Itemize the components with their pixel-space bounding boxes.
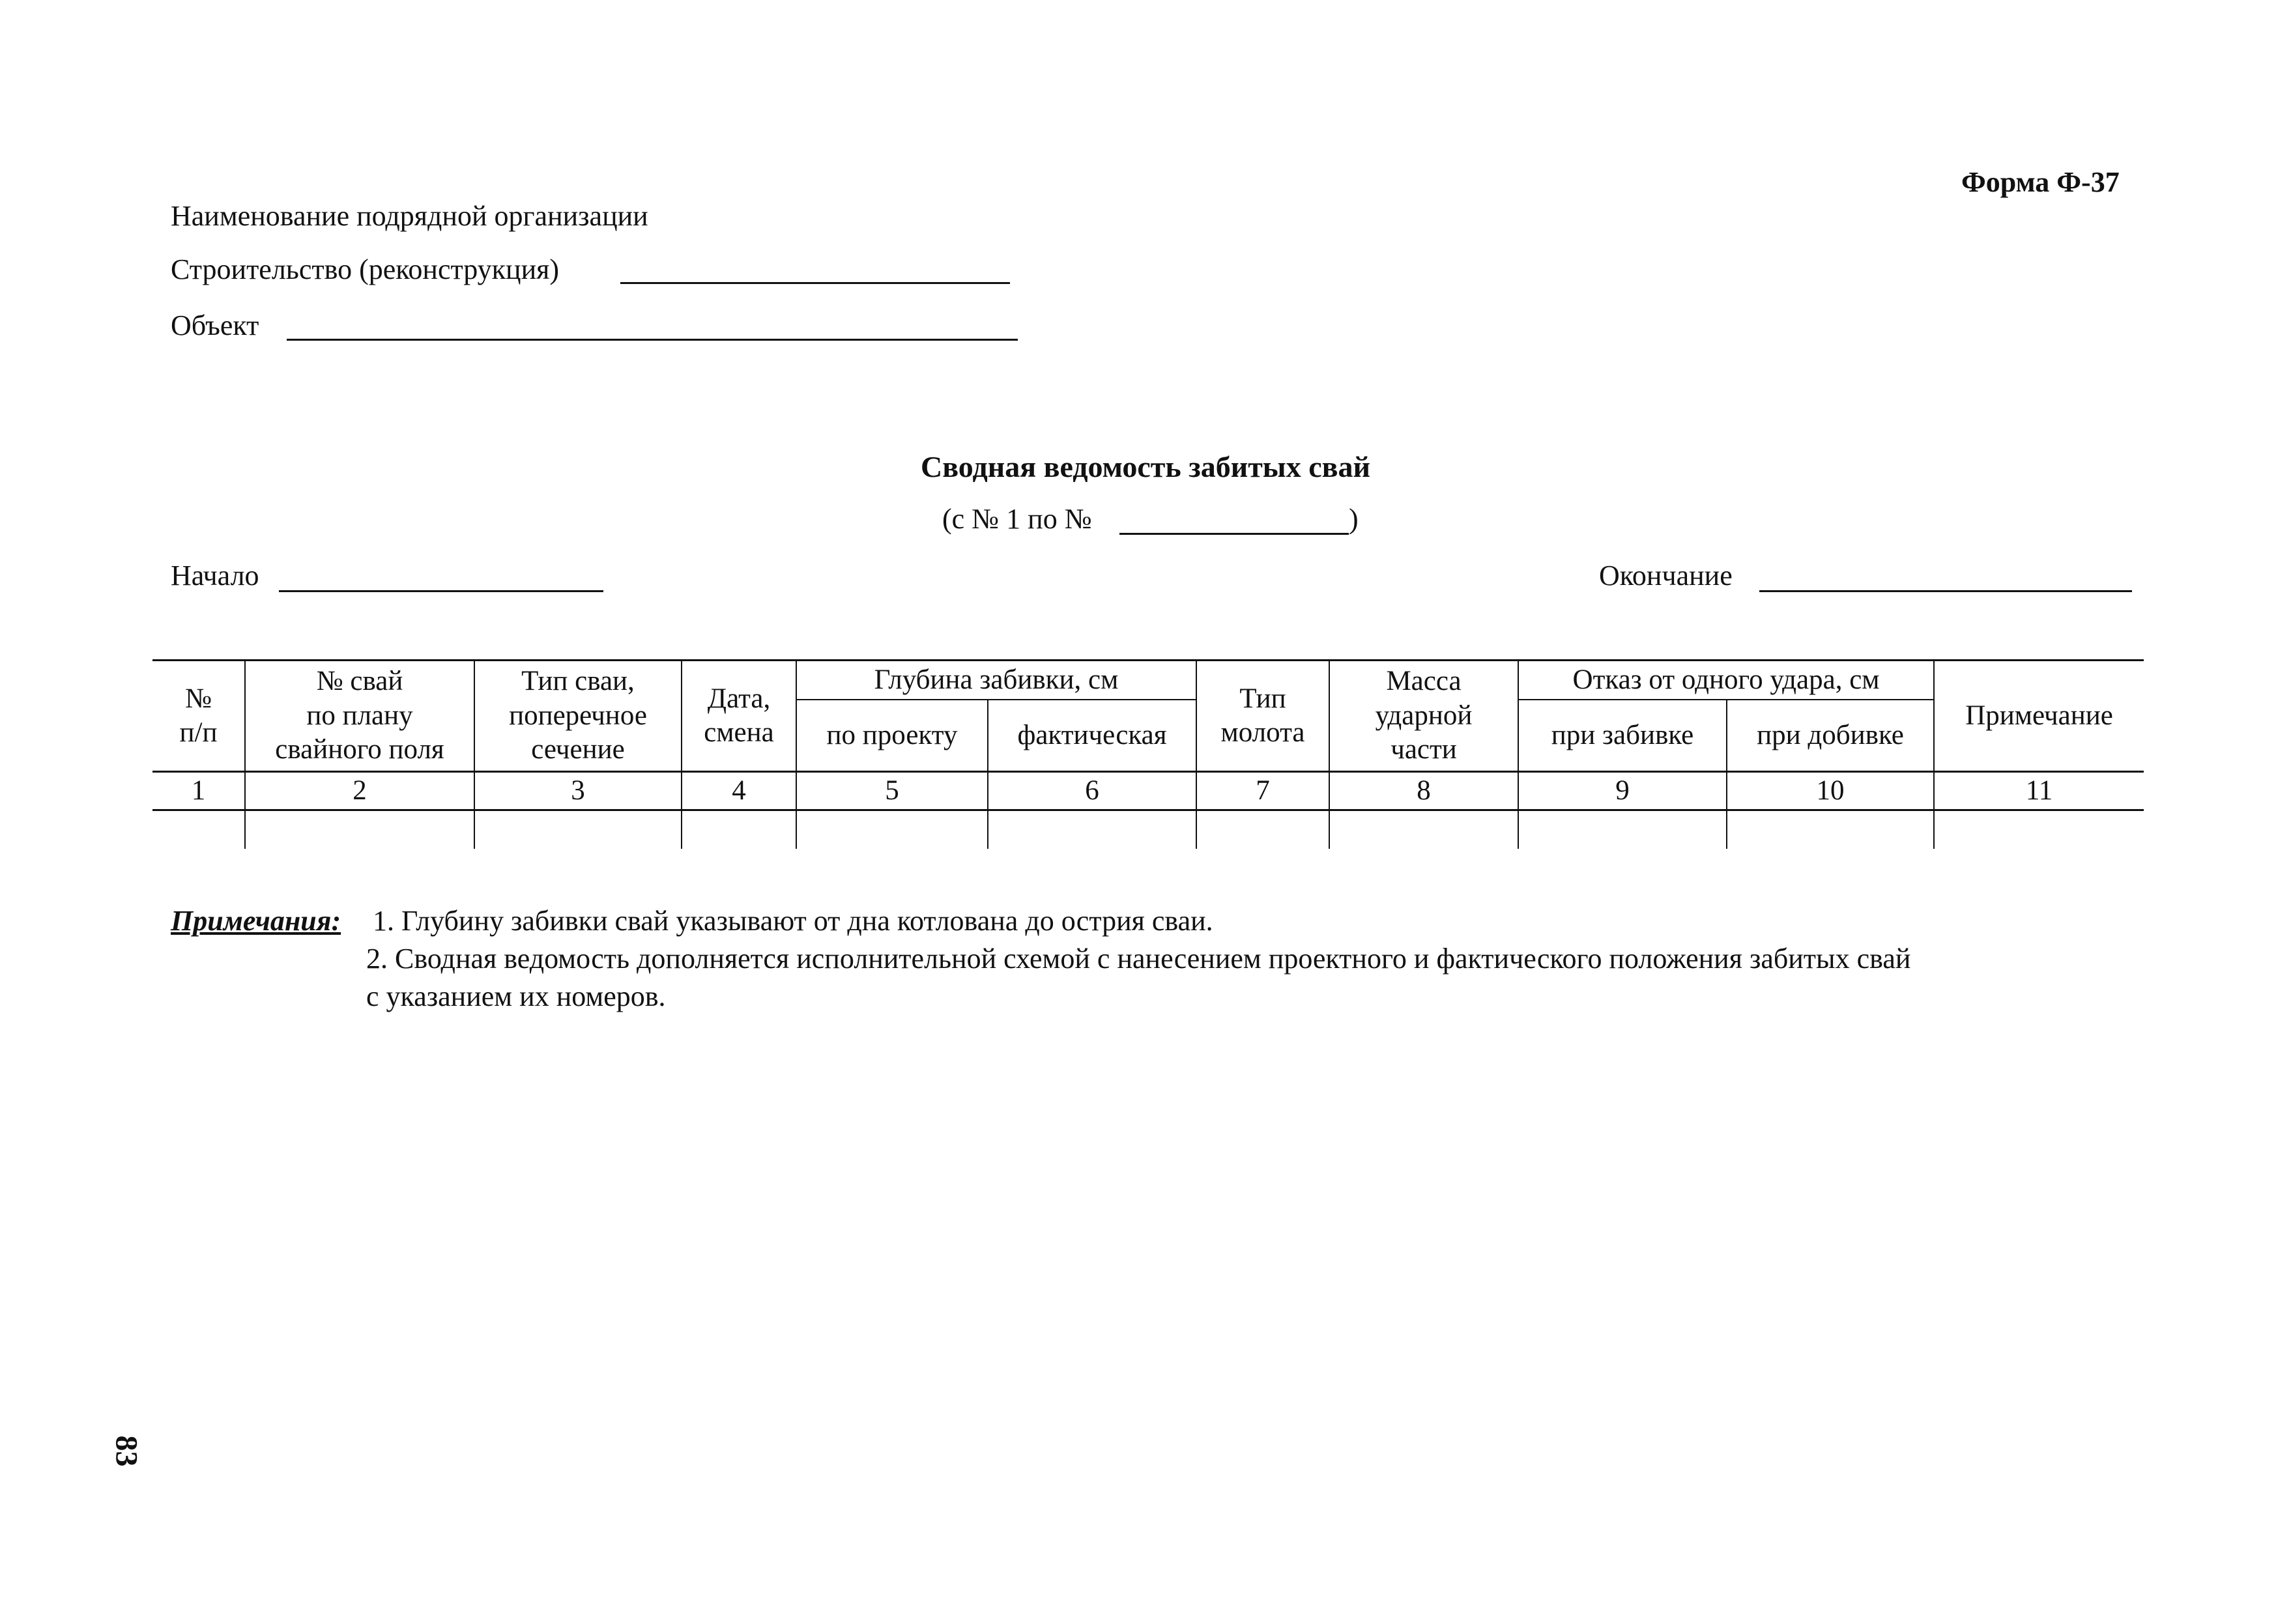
- column-number-cell: 3: [474, 772, 682, 810]
- end-label: Окончание: [1599, 560, 1733, 591]
- end-fill-line[interactable]: [1759, 590, 2132, 592]
- column-number-cell: 9: [1518, 772, 1727, 810]
- header-row-number-line-2: п/п: [179, 717, 218, 748]
- header-date-shift: [682, 661, 796, 772]
- piles-table: [152, 659, 2144, 849]
- header-hammer-type-line-1: Тип: [1239, 683, 1286, 714]
- header-ram-mass: [1329, 661, 1518, 772]
- header-pile-type-line-1: Тип сваи,: [521, 666, 635, 697]
- document-title: Сводная ведомость забитых свай: [921, 450, 1370, 483]
- header-ram-mass-line-1: Масса: [1386, 666, 1462, 697]
- header-pile-number-line-1: № свай: [316, 666, 403, 697]
- empty-table-cell[interactable]: [474, 810, 682, 849]
- header-pile-type: [474, 661, 682, 772]
- range-suffix: ): [1349, 503, 1359, 535]
- header-depth-actual: фактическая: [988, 700, 1196, 772]
- empty-table-cell[interactable]: [1196, 810, 1329, 849]
- empty-table-cell[interactable]: [796, 810, 988, 849]
- header-row-number: [152, 661, 245, 772]
- header-remark: Примечание: [1934, 661, 2144, 772]
- notes-label: Примечания:: [171, 905, 341, 937]
- empty-table-cell[interactable]: [1934, 810, 2144, 849]
- header-ram-mass-line-2: ударной: [1375, 700, 1473, 731]
- column-number-cell: 1: [152, 772, 245, 810]
- empty-table-cell[interactable]: [245, 810, 474, 849]
- organization-label: Наименование подрядной организации: [171, 200, 648, 232]
- header-refusal-redriving: при добивке: [1727, 700, 1934, 772]
- note-item-1: 1. Глубину забивки свай указывают от дна котлована до острия сваи.: [373, 905, 1213, 937]
- header-refusal-driving: при забивке: [1518, 700, 1727, 772]
- header-hammer-type-line-2: молота: [1220, 717, 1305, 748]
- object-fill-line[interactable]: [287, 339, 1018, 341]
- page-number: 83: [109, 1435, 144, 1467]
- empty-table-cell[interactable]: [152, 810, 245, 849]
- header-pile-type-line-3: сечение: [531, 734, 625, 765]
- form-code: Форма Ф-37: [1961, 166, 2120, 198]
- header-depth-group: Глубина забивки, см: [796, 661, 1196, 700]
- header-date-shift-line-1: Дата,: [707, 683, 771, 714]
- column-number-cell: 4: [682, 772, 796, 810]
- column-number-cell: 11: [1934, 772, 2144, 810]
- header-date-shift-line-2: смена: [704, 717, 774, 748]
- empty-table-cell[interactable]: [1329, 810, 1518, 849]
- empty-table-cell[interactable]: [682, 810, 796, 849]
- header-refusal-group: Отказ от одного удара, см: [1518, 661, 1934, 700]
- range-fill-line[interactable]: [1119, 533, 1349, 535]
- header-pile-type-line-2: поперечное: [509, 700, 647, 731]
- column-number-cell: 6: [988, 772, 1196, 810]
- header-hammer-type: [1196, 661, 1329, 772]
- empty-table-cell[interactable]: [1727, 810, 1934, 849]
- column-number-cell: 7: [1196, 772, 1329, 810]
- header-pile-number: [245, 661, 474, 772]
- header-depth-design: по проекту: [796, 700, 988, 772]
- empty-table-cell[interactable]: [1518, 810, 1727, 849]
- start-fill-line[interactable]: [279, 590, 603, 592]
- note-item-2-continuation: с указанием их номеров.: [366, 980, 666, 1012]
- construction-label: Строительство (реконструкция): [171, 253, 560, 285]
- object-label: Объект: [171, 309, 259, 341]
- construction-fill-line[interactable]: [620, 282, 1010, 284]
- header-pile-number-line-2: по плану: [306, 700, 413, 731]
- range-prefix: (с № 1 по №: [942, 503, 1092, 535]
- column-number-cell: 8: [1329, 772, 1518, 810]
- header-pile-number-line-3: свайного поля: [275, 734, 444, 765]
- column-number-cell: 2: [245, 772, 474, 810]
- note-item-2: 2. Сводная ведомость дополняется исполнительной схемой с нанесением проектного и фактического положения забитых свай: [366, 943, 1911, 975]
- column-number-cell: 10: [1727, 772, 1934, 810]
- header-ram-mass-line-3: части: [1390, 734, 1457, 765]
- empty-table-cell[interactable]: [988, 810, 1196, 849]
- start-label: Начало: [171, 560, 259, 591]
- header-row-number-line-1: №: [184, 683, 212, 714]
- column-number-cell: 5: [796, 772, 988, 810]
